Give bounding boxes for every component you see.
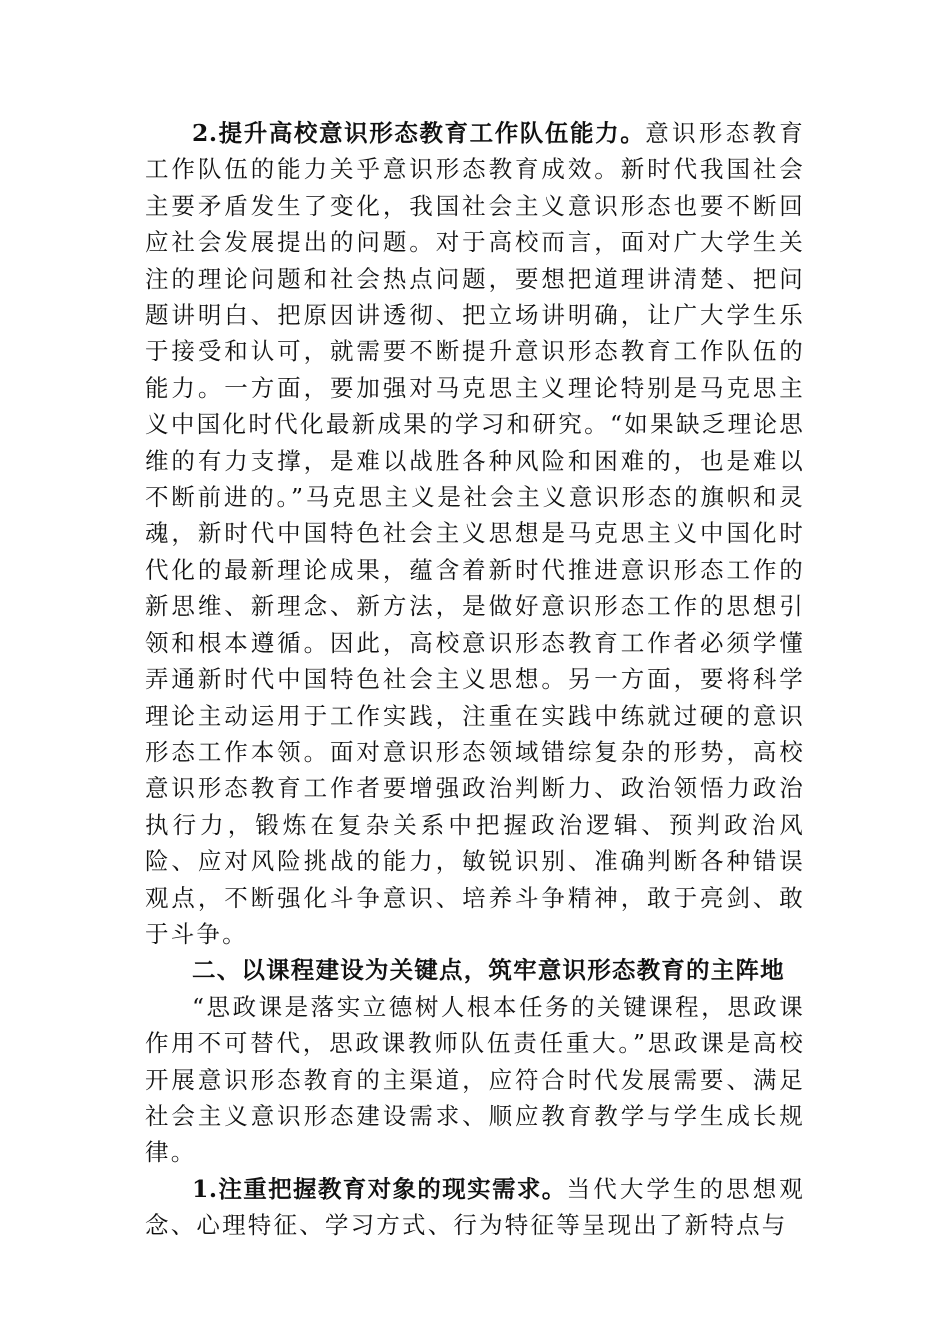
paragraph-team-capability <box>145 115 805 952</box>
document-page <box>145 115 805 1244</box>
section-heading: 二、以课程建设为关键点，筑牢意识形态教育的主阵地 <box>192 956 785 985</box>
paragraph-lead-heading: 2.提升高校意识形态教育工作队伍能力。 <box>192 119 646 147</box>
paragraph-lead-heading: 1.注重把握教育对象的现实需求。 <box>192 1174 567 1203</box>
paragraph-student-needs <box>145 1171 805 1244</box>
paragraph-body: 当代大学生的思想观念、心理特征、学习方式、行为特征等呈现出了新特点与 <box>145 1174 805 1240</box>
paragraph-body: 意识形态教育工作队伍的能力关乎意识形态教育成效。新时代我国社会主要矛盾发生了变化，我国社会主义意识形态也要不断回应社会发展提出的问题。对于高校而言，面对广大学生关注的理论问题和社会热点问题，要想把道理讲清楚、把问题讲明白、把原因讲透彻、把立场讲明确，让广大学生乐于接受和认可，就需要不断提升意识形态教育工作队伍的能力。一方面，要加强对马克思主义理论特别是马克思主义中国化时代化最新成果的学习和研究。“如果缺乏理论思维的有力支撑，是难以战胜各种风险和困难的，也是难以不断前进的。”马克思主义是社会主义意识形态的旗帜和灵魂，新时代中国特色社会主义思想是马克思主义中国化时代化的最新理论成果，蕴含着新时代推进意识形态工作的新思维、新理念、新方法，是做好意识形态工作的思想引领和根本遵循。因此，高校意识形态教育工作者必须学懂弄通新时代中国特色社会主义思想。另一方面，要将科学理论主动运用于工作实践，注重在实践中练就过硬的意识形态工作本领。面对意识形态领域错综复杂的形势，高校意识形态教育工作者要增强政治判断力、政治领悟力政治执行力，锻炼在复杂关系中把握政治逻辑、预判政治风险、应对风险挑战的能力，敏锐识别、准确判断各种错误观点，不断强化斗争意识、培养斗争精神，敢于亮剑、敢于斗争。 <box>145 119 805 948</box>
paragraph-course-intro: “思政课是落实立德树人根本任务的关键课程，思政课作用不可替代，思政课教师队伍责任重大。”思政课是高校开展意识形态教育的主渠道，应符合时代发展需要、满足社会主义意识形态建设需求、顺应教育教学与学生成长规律。 <box>145 992 805 1167</box>
